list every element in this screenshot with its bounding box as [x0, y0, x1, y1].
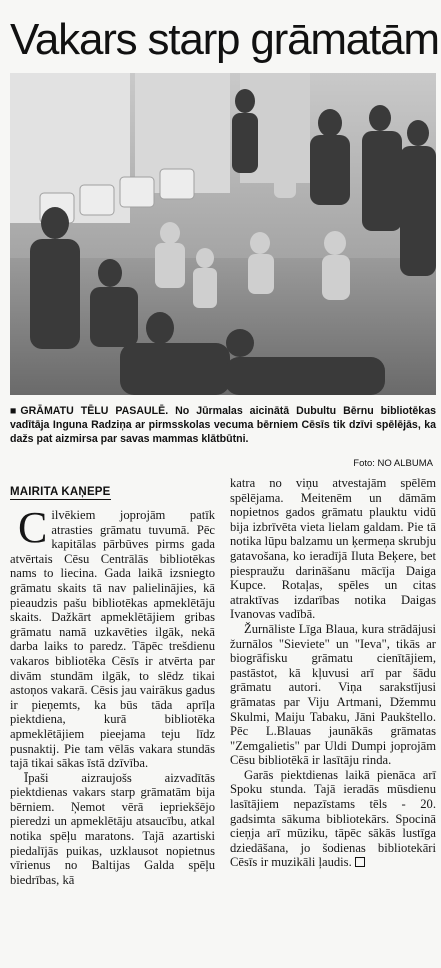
- author-byline: MAIRITA KAŅEPE: [10, 486, 111, 498]
- paragraph-5: [230, 768, 436, 870]
- paragraph-4: Žurnāliste Līga Blaua, kura strādājusi žurnālos "Sieviete" un "Ieva", tikās ar biogrāfisku grāmatu cienītājiem, pastāstot, kā kļuvusi arī par šādu grāmatu autori. Viņa sarakstījusi grāmatas par Viju Artmani, Džemmu Skulmi, Maiju Tabaku, Jāni Paukštello. Pēc L.Blauas jaunākās grāmatas "Zemgalietis" par Uldi Dumpi joprojām Cēsu bibliotēkā ir lasītāju rinda.: [230, 621, 436, 768]
- paragraph-3: katra no viņu atvestajām spēlēm spēlējama. Meitenēm un dāmām nopietnos gados grāmatu plauktu vidū bija izbrīvēta vieta lielam galdam. Pie tā notika lūpu balzamu un ķermeņa skrubju gatavošana, ko ieradījā Iluta Beķere, bet piespraužu darināšanu mācīja Daiga Kupce. Rotaļas, spēles un citas atraktīvas izdarības notika Daigas Ivanovas vadībā.: [230, 476, 436, 622]
- photo-credit: Foto: NO ALBUMA: [353, 458, 433, 469]
- photo-image: [10, 73, 436, 395]
- headline: Vakars starp grāmatām: [10, 15, 439, 64]
- caption-text: No Jūrmalas aicinātā Dubultu Bērnu bibliotēkas vadītāja Inguna Radziņa ar pirmsskolas vecuma bērniem Cēsīs tik dzīvi spēlējās, ka dažs pat aizmirsa par savas mammas klātbūtni.: [10, 405, 436, 445]
- caption-lead: ■GRĀMATU TĒLU PASAULĒ.: [10, 405, 169, 417]
- drop-cap: C: [18, 503, 48, 552]
- paragraph-1: [10, 503, 215, 771]
- article-photo: [10, 73, 436, 395]
- article-column-2: [230, 476, 436, 870]
- article-column-1: [10, 503, 215, 887]
- paragraph-2: Īpaši aizraujošs aizvadītās piektdienas vakars starp grāmatām bija bērniem. Ņemot vērā iepriekšējo pieredzi un apmeklētāju atsaucību, atkal notika spēļu maratons. Tajā azartiski piedalījās puikas, uzklausot nopietnus vīrienus no Baltijas Galda spēļu biedrības, kā: [10, 770, 215, 887]
- end-mark-icon: [355, 857, 365, 867]
- paragraph-1-text: ilvēkiem joprojām patīk atrasties grāmatu tuvumā. Pēc kapitālas pārbūves pirms gada atvērtais Cēsu Centrālās bibliotēkas nams to liecina. Gada laikā izsniegto grāmatu skaits tā nav palielinājies, kā pieaudzis pašu bibliotēkas apmeklētāju skaits. Dažkārt apmeklētājiem gribas grāmatu namā uzkavēties ilgāk, nekā darba laiks to paredz. Tāpēc trešdienu vakaros bibliotēka Cēsīs ir atvērta par divām stundām ilgāk, to slēdz tikai astoņos vakarā. Cēsis jau vairākus gadus ir pieņemts, ka būs tāda aprīļa piektdiena, kurā bibliotēka apmeklētājiem pieejama teju līdz pusnaktij. Pie tam vēlās vakara stundās tajā tikai sākas īstā dzīvība.: [10, 508, 215, 771]
- paragraph-5-text: Garās piektdienas laikā pienāca arī Spoku stunda. Tajā ieradās mūsdienu lasītājiem nepazīstams tēls - 20. gadsimta sākuma bibliotekārs. Spocinā cieņja arī mūziku, tāpēc sākās lustīga dziedāšana, jo šodienas bibliotekāri Cēsīs ir muzikāli ļaudis.: [230, 767, 436, 870]
- photo-caption: [10, 404, 436, 446]
